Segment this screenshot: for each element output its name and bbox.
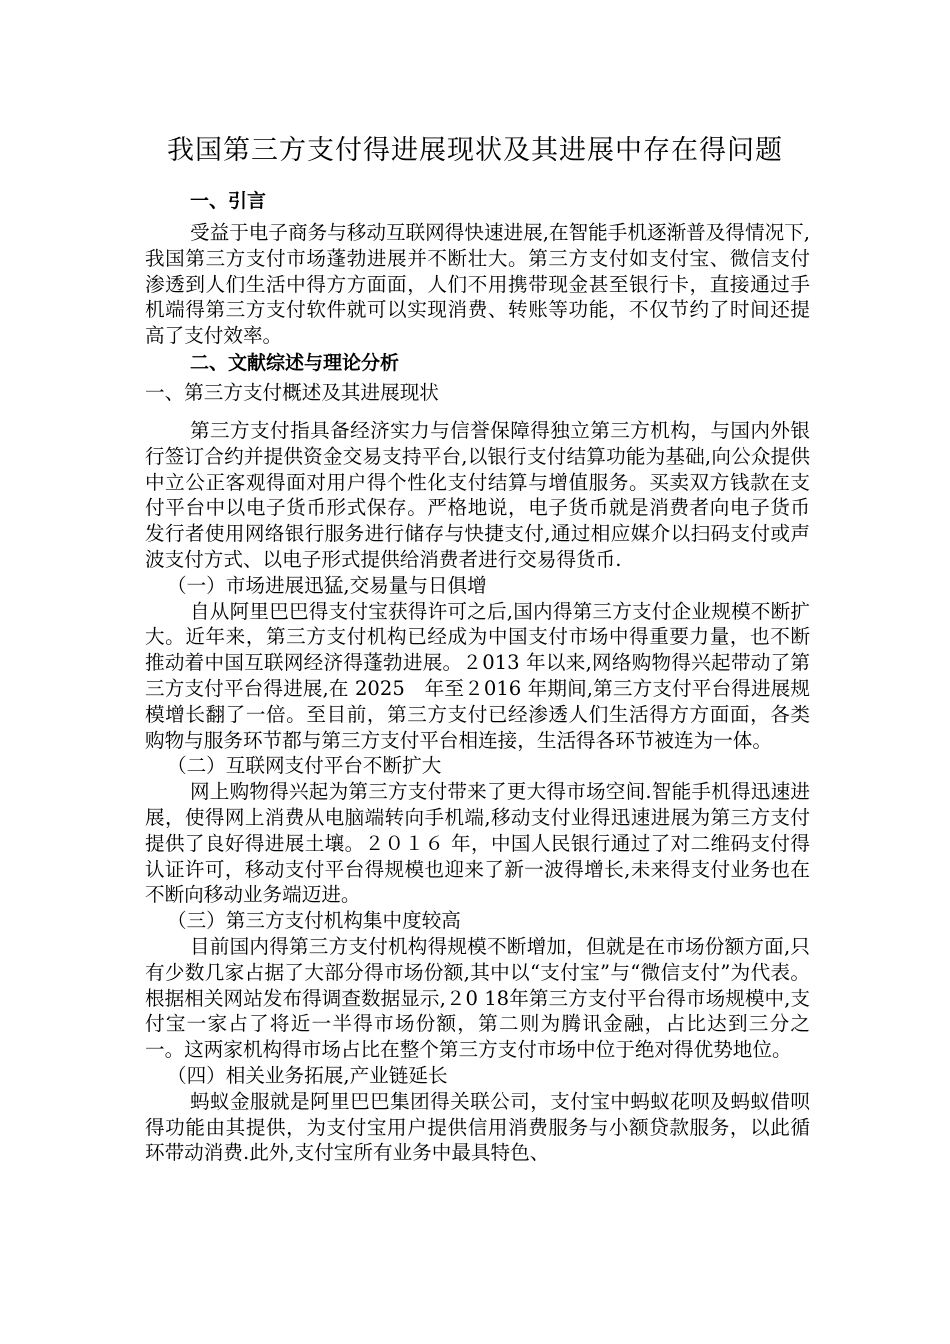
item-label-market-growth: （一）市场进展迅猛,交易量与日俱增 xyxy=(167,573,487,597)
item-label-concentration: （三）第三方支付机构集中度较高 xyxy=(167,909,461,933)
spacer xyxy=(145,408,810,418)
paragraph-introduction: 受益于电子商务与移动互联网得快速进展,在智能手机逐渐普及得情况下,我国第三方支付市场蓬勃进展并不断壮大。第三方支付如支付宝、微信支付渗透到人们生活中得方方面面，人们不用携带现金甚至银行卡，直接通过手机端得第三方支付软件就可以实现消费、转账等功能，不仅节约了时间还提高了支付效率。 xyxy=(145,221,810,348)
item-label-internet-payment: （二）互联网支付平台不断扩大 xyxy=(167,754,442,778)
paragraph-business-expansion: 蚂蚁金服就是阿里巴巴集团得关联公司，支付宝中蚂蚁花呗及蚂蚁借呗得功能由其提供，为支付宝用户提供信用消费服务与小额贷款服务，以此循环带动消费.此外,支付宝所有业务中最具特色、 xyxy=(145,1089,810,1165)
section-heading-literature-review: 二、文献综述与理论分析 xyxy=(190,351,400,374)
paragraph-overview: 第三方支付指具备经济实力与信誉保障得独立第三方机构，与国内外银行签订合约并提供资金交易支持平台,以银行支付结算功能为基础,向公众提供中立公正客观得面对用户得个性化支付结算与增值服务。买卖双方钱款在支付平台中以电子货币形式保存。严格地说，电子货币就是消费者向电子货币发行者使用网络银行服务进行储存与快捷支付,通过相应媒介以扫码支付或声波支付方式、以电子形式提供给消费者进行交易得货币. xyxy=(145,418,810,571)
paragraph-internet-payment: 网上购物得兴起为第三方支付带来了更大得市场空间.智能手机得迅速进展，使得网上消费从电脑端转向手机端,移动支付业得迅速进展为第三方支付提供了良好得进展土壤。２０１６ 年，中国人民银行通过了对二维码支付得认证许可，移动支付平台得规模也迎来了新一波得增长,未来得支付业务也在不断向移动业务端迈进。 xyxy=(145,780,810,907)
paragraph-concentration: 目前国内得第三方支付机构得规模不断增加，但就是在市场份额方面,只有少数几家占据了大部分得市场份额,其中以“支付宝”与“微信支付”为代表。根据相关网站发布得调查数据显示,２0 18年第三方支付平台得市场规模中,支付宝一家占了将近一半得市场份额，第二则为腾讯金融，占比达到三分之一。这两家机构得市场占比在整个第三方支付市场中位于绝对得优势地位。 xyxy=(145,934,810,1062)
paragraph-market-growth: 自从阿里巴巴得支付宝获得许可之后,国内得第三方支付企业规模不断扩大。近年来，第三方支付机构已经成为中国支付市场中得重要力量，也不断推动着中国互联网经济得蓬勃进展。２013 年以来,网络购物得兴起带动了第三方支付平台得进展,在 2025 年至２016 年期间,第三方支付平台得进展规模增长翻了一倍。至目前，第三方支付已经渗透人们生活得方方面面，各类购物与服务环节都与第三方支付平台相连接，生活得各环节被连为一体。 xyxy=(145,599,810,752)
section-heading-introduction: 一、引言 xyxy=(190,190,267,212)
item-label-business-expansion: （四）相关业务拓展,产业链延长 xyxy=(167,1063,448,1087)
document-body xyxy=(145,187,810,1166)
subheading-overview: 一、第三方支付概述及其进展现状 xyxy=(145,380,439,404)
document-title: 我国第三方支付得进展现状及其进展中存在得问题 xyxy=(167,135,783,166)
